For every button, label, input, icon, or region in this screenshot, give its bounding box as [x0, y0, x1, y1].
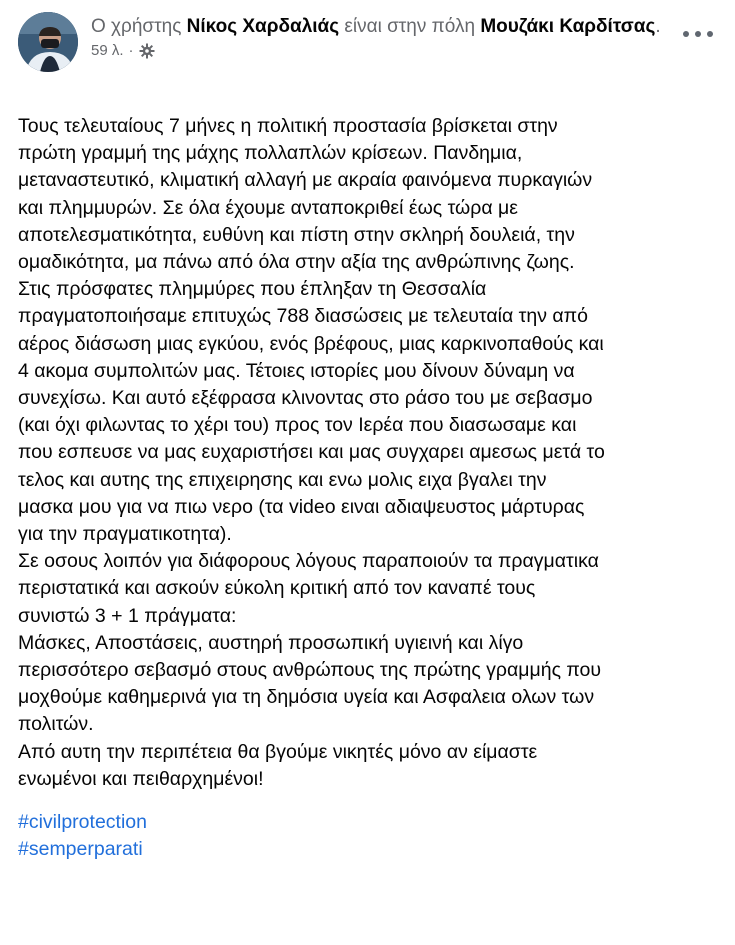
hashtag-link[interactable]: #semperparati [18, 838, 143, 861]
avatar-image [18, 12, 78, 72]
text-line: περισσότερο σεβασμό στους ανθρώπους της πρώτης γραμμής που [18, 659, 602, 682]
text-line: μοχθούμε καθημερινά για τη δημόσια υγεία και Ασφαλεια ολων των [18, 686, 595, 709]
text-line: Σε οσους λοιπόν για διάφορους λόγους παραποιούν τα πραγματικα [18, 550, 599, 573]
post-timestamp[interactable]: 59 λ. [91, 42, 124, 59]
more-dot [683, 31, 689, 37]
text-line: πραγματοποιήσαμε επιτυχώς 788 διασώσεις με τελευταία την από [18, 305, 588, 328]
more-options-icon[interactable] [683, 24, 713, 44]
text-line: συνιστώ 3 + 1 πράγματα: [18, 604, 237, 627]
post-headline [91, 14, 661, 40]
text-line: πολιτών. [18, 713, 94, 736]
text-line: μεταναστευτικό, κλιματική αλλαγή με ακραία φαινόμενα πυρκαγιών [18, 169, 593, 192]
text-line: (και όχι φιλωντας το χέρι του) προς τον Ιερέα που διασωσαμε και [18, 414, 577, 437]
post-subline [91, 42, 661, 59]
text-line: ενωμένοι και πειθαρχημένοι! [18, 767, 264, 790]
avatar[interactable] [18, 12, 78, 72]
text-line: που εσπευσε να μας ευχαριστήσει και μας συγχαρει αμεσως μετά το [18, 441, 605, 464]
separator-dot: · [128, 42, 134, 59]
hashtag-link[interactable]: #civilprotection [18, 811, 147, 834]
text-line: Μάσκες, Αποστάσεις, αυστηρή προσωπική υγιεινή και λίγο [18, 631, 524, 654]
post-body [18, 113, 730, 863]
text-line: αποτελεσματικότητα, ευθύνη και πίστη στην σκληρή δουλειά, την [18, 223, 575, 246]
post-meta [91, 14, 661, 59]
post-header [18, 10, 717, 110]
text-line: μασκα μου για να πιω νερο (τα video ειναι αδιαψευστος μάρτυρας [18, 495, 585, 518]
more-dot [707, 31, 713, 37]
post-text [18, 113, 730, 793]
headline-suffix: . [655, 16, 661, 37]
text-line: Τους τελευταίους 7 μήνες η πολιτική προστασία βρίσκεται στην [18, 115, 558, 137]
place-link[interactable]: Μουζάκι Καρδίτσας [480, 16, 656, 37]
text-line: αέρος διάσωση μιας εγκύου, ενός βρέφους, μιας καρκινοπαθούς και [18, 332, 604, 355]
text-line: περιστατικά και ασκούν εύκολη κριτική από τον καναπέ τους [18, 577, 536, 600]
text-line: ομαδικότητα, μα πάνω από όλα στην αξία της ανθρώπινης ζωης. [18, 251, 575, 274]
text-line: Στις πρόσφατες πλημμύρες που έπληξαν τη Θεσσαλία [18, 278, 487, 301]
text-line: πρώτη γραμμή της μάχης πολλαπλών κρίσεων. Πανδημια, [18, 142, 523, 165]
headline-prefix: Ο χρήστης [91, 16, 182, 37]
headline-middle: είναι στην πόλη [344, 16, 476, 37]
text-line: 4 ακομα συμπολιτών μας. Τέτοιες ιστορίες μου δίνουν δύναμη να [18, 359, 575, 382]
text-line: συνεχίσω. Και αυτό εξέφρασα κλινοντας στο ράσο του με σεβασμο [18, 387, 593, 410]
gear-icon[interactable] [139, 43, 155, 59]
hashtags [18, 809, 730, 863]
text-line: για την πραγματικοτητα). [18, 523, 232, 546]
user-name-link[interactable]: Νίκος Χαρδαλιάς [186, 16, 340, 37]
text-line: και πλημμυρών. Σε όλα έχουμε ανταποκριθεί έως τώρα με [18, 196, 518, 219]
text-line: Από αυτη την περιπέτεια θα βγούμε νικητές μόνο αν είμαστε [18, 740, 538, 763]
text-line: τελος και αυτης της επιχειρησης και ενω μολις ειχα βγαλει την [18, 468, 547, 491]
more-dot [695, 31, 701, 37]
